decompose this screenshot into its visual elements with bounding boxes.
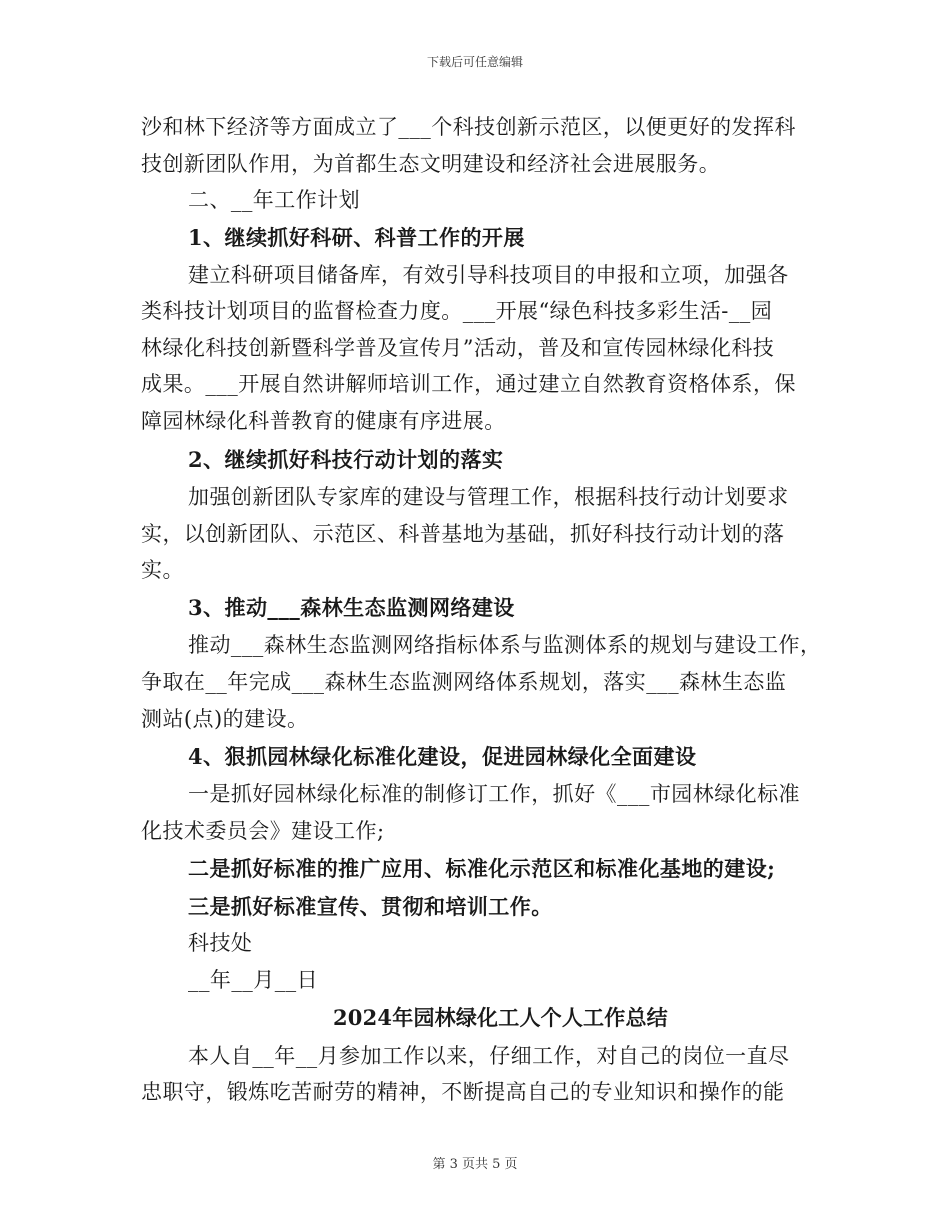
paragraph-line: 争取在__年完成___森林生态监测网络体系规划，落实___森林生态监 xyxy=(141,670,787,694)
page-header-note: 下载后可任意编辑 xyxy=(426,55,523,69)
paragraph-line: 障园林绿化科普教育的健康有序进展。 xyxy=(141,409,506,433)
emphasis-line: 二是抓好标准的推广应用、标准化示范区和标准化基地的建设; xyxy=(188,856,776,881)
paragraph-line: 忠职守，锻炼吃苦耐劳的精神，不断提高自己的专业知识和操作的能 xyxy=(141,1080,785,1104)
signature-date: __年__月__日 xyxy=(188,968,319,992)
paragraph-line: 实，以创新团队、示范区、科普基地为基础，抓好科技行动计划的落 xyxy=(141,522,785,546)
emphasis-line: 三是抓好标准宣传、贯彻和培训工作。 xyxy=(188,894,553,919)
paragraph-line: 化技术委员会》建设工作; xyxy=(141,819,385,843)
paragraph-line: 一是抓好园林绿化标准的制修订工作，抓好《___市园林绿化标准 xyxy=(188,782,800,806)
subsection-heading: 2、继续抓好科技行动计划的落实 xyxy=(188,447,504,472)
paragraph-line: 技创新团队作用，为首都生态文明建设和经济社会进展服务。 xyxy=(141,152,721,176)
paragraph-line: 本人自__年__月参加工作以来，仔细工作，对自己的岗位一直尽 xyxy=(188,1044,790,1068)
paragraph-line: 建立科研项目储备库，有效引导科技项目的申报和立项，加强各 xyxy=(188,263,789,287)
paragraph-line: 林绿化科技创新暨科学普及宣传月”活动，普及和宣传园林绿化科技 xyxy=(141,336,775,360)
subsection-heading: 1、继续抓好科研、科普工作的开展 xyxy=(188,225,525,250)
paragraph-line: 沙和林下经济等方面成立了___个科技创新示范区，以便更好的发挥科 xyxy=(141,115,796,139)
section-heading: 二、__年工作计划 xyxy=(188,188,361,212)
paragraph-line: 成果。___开展自然讲解师培训工作，通过建立自然教育资格体系，保 xyxy=(141,372,796,396)
paragraph-line: 加强创新团队专家库的建设与管理工作，根据科技行动计划要求 xyxy=(188,485,789,509)
document-title: 2024年园林绿化工人个人工作总结 xyxy=(333,1005,668,1030)
paragraph-line: 类科技计划项目的监督检查力度。___开展“绿色科技多彩生活-__园 xyxy=(141,299,773,323)
subsection-heading: 3、推动___森林生态监测网络建设 xyxy=(188,595,515,620)
page-number: 第 3 页共 5 页 xyxy=(432,1157,518,1172)
subsection-heading: 4、狠抓园林绿化标准化建设，促进园林绿化全面建设 xyxy=(188,744,697,769)
paragraph-line: 推动___森林生态监测网络指标体系与监测体系的规划与建设工作， xyxy=(188,633,822,657)
paragraph-line: 实。 xyxy=(141,558,184,582)
signature-department: 科技处 xyxy=(188,931,253,955)
paragraph-line: 测站(点)的建设。 xyxy=(141,707,309,731)
